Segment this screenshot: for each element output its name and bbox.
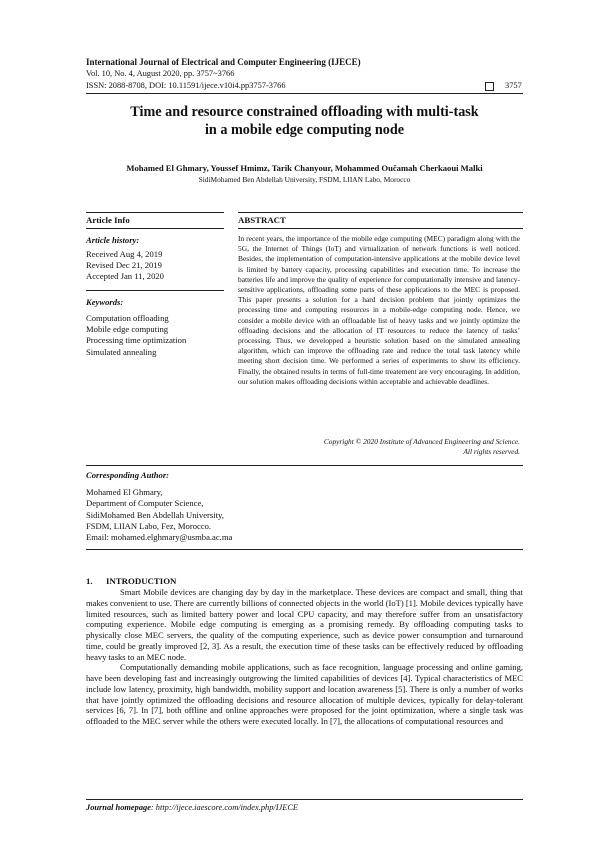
corresponding-address: FSDM, LIIAN Labo, Fez, Morocco. (86, 520, 212, 531)
paragraph: Smart Mobile devices are changing day by day in the marketplace. These devices are compact and small, thing that makes convenient to use. There are currently billions of connected objects in the world (IoT) [1]. Mobile devices typically have limited resources, such as limited battery power and local CPU capacity, and may therefore suffer from an unsatisfactory computing experience. Mobile edge computing is emerging as a promising remedy. By offloading computing tasks to physically close MEC servers, the quality of the computing experience, such as device power consumption and turnaround time, could be greatly improved [2, 3]. As a result, the execution time of these tasks can be effectively reduced by offloading heavy tasks to an MEC node. (86, 587, 523, 662)
homepage-label: Journal homepage (86, 803, 151, 812)
keyword: Processing time optimization (86, 335, 187, 346)
abstract-text: In recent years, the importance of the mobile edge computing (MEC) paradigm along with the 5G, the Internet of Things (IoT) and virtualization of network functions is well noticed. Besides, the implementation of computation-intensive applications at the mobile device level is limited by battery capacity, processing capabilities and execution time. To increase the batteries life and improve the quality of experience for computationally intensive and latency-sensitive applications, offloading some parts of these applications to the MEC is proposed. This paper presents a solution for a hard decision problem that jointly optimizes the processing time and computing resources in a mobile-edge computing node. Hence, we consider a mobile device with an offloadable list of heavy tasks and we jointly optimize the offloading decisions and the allocation of IT resources to reduce the latency of tasks’ processing. Thus, we developped a heuristic solution based on the simulated annealing algorithm, which can improve the offloading rate and reduce the total task latency while meeting short decision time. We performed a series of experiments to show its efficiency. Finally, the obtained results in terms of full-time treatement are very encouraging. In addition, our solution makes offloading decisions within acceptable and achievable deadlines. (238, 234, 520, 386)
paper-title (86, 104, 523, 139)
homepage-url[interactable]: : http://ijece.iaescore.com/index.php/IJECE (150, 803, 299, 812)
article-info-top-rule (86, 212, 224, 213)
journal-homepage (86, 803, 298, 812)
corresponding-name: Mohamed El Ghmary, (86, 487, 163, 497)
corresponding-top-rule (86, 465, 523, 466)
corresponding-email: Email: mohamed.elghmary@usmba.ac.ma (86, 532, 233, 543)
introduction-body (86, 587, 523, 727)
article-history-list (86, 249, 164, 283)
article-info-heading-rule (86, 228, 224, 229)
abstract-heading-rule (238, 228, 523, 229)
header-rule (86, 93, 523, 94)
page-number: 3757 (505, 81, 522, 90)
copyright-notice (238, 437, 520, 457)
paragraph: Computationally demanding mobile applications, such as face recognition, language processing and online gaming, have been developing fast and increasingly outgrowing the limited capabilities of devices [4]. Typical characteristics of MEC include low latency, proximity, high bandwidth, mobility support and location awareness [5]. There is only a number of works that have jointly optimized the offloading decisions and resource allocation of multiple devices, typically for delay-tolerant services [6, 7]. In [7], both offline and online approaches were proposed for the joint optimization, where a single task was offloaded to the MEC server while the others were executed locally. In [7], the allocations of computational resources and (86, 662, 523, 726)
square-box-icon (485, 82, 494, 91)
footer-rule (86, 799, 523, 800)
received-date: Received Aug 4, 2019 (86, 249, 163, 259)
abstract-top-rule (238, 212, 523, 213)
volume-info: Vol. 10, No. 4, August 2020, pp. 3757~3766 (86, 69, 235, 78)
keywords-list (86, 313, 186, 358)
accepted-date: Accepted Jan 11, 2020 (86, 271, 164, 282)
affiliation: SidiMohamed Ben Abdellah University, FSDM, LIIAN Labo, Morocco (198, 175, 411, 184)
abstract-heading: ABSTRACT (238, 215, 286, 225)
section-number: 1. (86, 576, 93, 586)
revised-date: Revised Dec 21, 2019 (86, 260, 162, 271)
corresponding-bottom-rule (86, 549, 523, 550)
article-info-heading: Article Info (86, 215, 130, 225)
issn-doi: ISSN: 2088-8708, DOI: 10.11591/ijece.v10i4.pp3757-3766 (86, 81, 286, 90)
keyword: Simulated annealing (86, 346, 157, 357)
corresponding-department: Department of Computer Science, (86, 498, 204, 509)
author-list: Mohamed El Ghmary, Youssef Hmimz, Tarik Chanyour, Mohammed Oučamah Cherkaoui Malki (126, 163, 483, 173)
corresponding-heading: Corresponding Author: (86, 470, 170, 480)
keywords-divider (86, 290, 224, 291)
corresponding-details (86, 487, 232, 543)
section-title: INTRODUCTION (106, 576, 177, 586)
keyword: Mobile edge computing (86, 324, 169, 335)
journal-name: International Journal of Electrical and Computer Engineering (IJECE) (86, 57, 361, 67)
keywords-heading: Keywords: (86, 297, 124, 307)
keyword: Computation offloading (86, 313, 169, 323)
title-line-2: in a mobile edge computing node (204, 121, 405, 138)
copyright-line-1: Copyright © 2020 Institute of Advanced Engineering and Science. (323, 437, 520, 446)
article-history-heading: Article history: (86, 235, 140, 245)
copyright-line-2: All rights reserved. (463, 447, 520, 456)
title-line-1: Time and resource constrained offloading with multi-task (130, 104, 479, 120)
corresponding-university: SidiMohamed Ben Abdellah University, (86, 509, 224, 520)
introduction-heading (86, 576, 176, 586)
